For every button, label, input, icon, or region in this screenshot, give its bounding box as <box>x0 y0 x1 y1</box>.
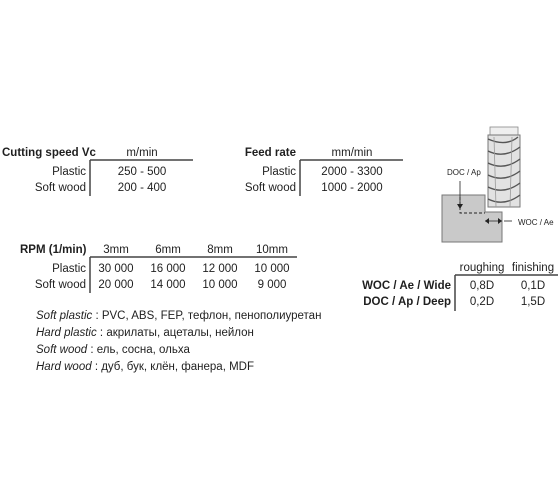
end-mill-illustration <box>430 125 560 250</box>
rpm-value: 14 000 <box>150 279 186 291</box>
material-examples: PVC, ABS, FEP, тефлон, пенополиуретан <box>101 310 322 322</box>
cutting-speed-unit: m/min <box>126 147 158 159</box>
engagement-value: 0,8D <box>469 280 495 292</box>
engagement-row-label: DOC / Ap / Deep <box>363 296 451 308</box>
engagement-column-header: finishing <box>511 262 555 274</box>
feed-rate-title: Feed rate <box>244 147 296 159</box>
rpm-value: 10 000 <box>202 279 238 291</box>
rpm-column-header: 3mm <box>103 244 129 256</box>
material-name: Soft wood <box>36 344 88 356</box>
feed-rate-unit: mm/min <box>331 147 373 159</box>
feed-rate-row-label: Plastic <box>262 166 296 178</box>
rpm-value: 10 000 <box>254 263 290 275</box>
material-name: Hard plastic <box>36 327 97 339</box>
cutting-speed-value: 250 - 500 <box>117 166 167 178</box>
rpm-value: 16 000 <box>150 263 186 275</box>
material-item: Hard wood : дуб, бук, клён, фанера, MDF <box>36 361 254 373</box>
rpm-value: 9 000 <box>257 279 287 291</box>
doc-label: DOC / Ap <box>447 168 481 177</box>
material-item: Soft wood : ель, сосна, ольха <box>36 344 190 356</box>
rpm-column-header: 6mm <box>155 244 181 256</box>
cutting-speed-title: Cutting speed Vc <box>2 147 96 159</box>
feed-rate-row-label: Soft wood <box>244 182 296 194</box>
material-examples: акрилаты, ацеталы, нейлон <box>106 327 254 339</box>
material-item: Hard plastic : акрилаты, ацеталы, нейлон <box>36 327 254 339</box>
rpm-value: 20 000 <box>98 279 134 291</box>
cutting-speed-row-label: Plastic <box>52 166 86 178</box>
cutting-speed-value: 200 - 400 <box>117 182 167 194</box>
rpm-column-header: 8mm <box>207 244 233 256</box>
material-examples: дуб, бук, клён, фанера, MDF <box>101 361 254 373</box>
rpm-row-label: Plastic <box>52 263 86 275</box>
rpm-value: 30 000 <box>98 263 134 275</box>
engagement-value: 0,2D <box>469 296 495 308</box>
material-examples: ель, сосна, ольха <box>96 344 190 356</box>
cutting-speed-row-label: Soft wood <box>34 182 86 194</box>
material-item: Soft plastic : PVC, ABS, FEP, тефлон, пенополиуретан <box>36 310 322 322</box>
engagement-value: 0,1D <box>520 280 546 292</box>
rpm-row-label: Soft wood <box>34 279 86 291</box>
rpm-column-header: 10mm <box>256 244 288 256</box>
feed-rate-value: 1000 - 2000 <box>321 182 383 194</box>
rpm-value: 12 000 <box>202 263 238 275</box>
engagement-column-header: roughing <box>459 262 505 274</box>
engagement-value: 1,5D <box>520 296 546 308</box>
material-name: Soft plastic <box>36 310 93 322</box>
feed-rate-value: 2000 - 3300 <box>321 166 383 178</box>
woc-label: WOC / Ae <box>518 218 554 227</box>
rpm-title: RPM (1/min) <box>20 244 87 256</box>
engagement-row-label: WOC / Ae / Wide <box>362 280 451 292</box>
material-name: Hard wood <box>36 361 92 373</box>
